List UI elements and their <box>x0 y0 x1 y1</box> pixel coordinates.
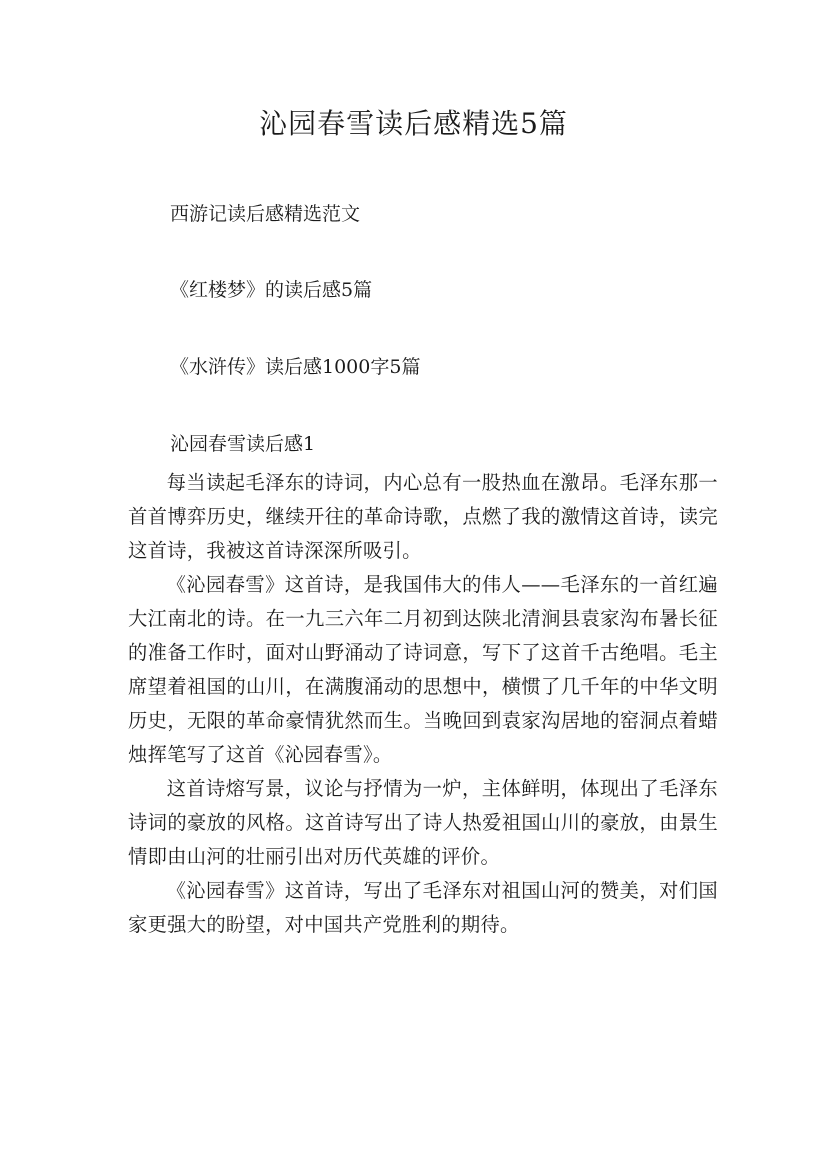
related-article-link[interactable]: 《红楼梦》的读后感5篇 <box>170 279 373 301</box>
page-title: 沁园春雪读后感精选5篇 <box>259 107 568 140</box>
related-article-link[interactable]: 西游记读后感精选范文 <box>170 203 361 225</box>
paragraph: 《沁园春雪》这首诗，写出了毛泽东对祖国山河的赞美，对们国家更强大的盼望，对中国共产党胜利的期待。 <box>128 879 718 936</box>
related-article-link[interactable]: 《水浒传》读后感1000字5篇 <box>170 356 421 378</box>
section-heading: 沁园春雪读后感1 <box>170 433 316 455</box>
paragraph: 《沁园春雪》这首诗，是我国伟大的伟人——毛泽东的一首红遍大江南北的诗。在一九三六年二月初到达陕北清涧县袁家沟布暑长征的准备工作时，面对山野涌动了诗词意，写下了这首千古绝唱。毛主席望着祖国的山川，在满腹涌动的思想中，横惯了几千年的中华文明历史，无限的革命豪情犹然而生。当晚回到袁家沟居地的窑洞点着蜡烛挥笔写了这首《沁园春雪》。 <box>128 573 718 766</box>
paragraph: 这首诗熔写景，议论与抒情为一炉，主体鲜明，体现出了毛泽东诗词的豪放的风格。这首诗写出了诗人热爱祖国山川的豪放，由景生情即由山河的壮丽引出对历代英雄的评价。 <box>128 777 718 868</box>
paragraph: 每当读起毛泽东的诗词，内心总有一股热血在激昂。毛泽东那一首首博弈历史，继续开往的革命诗歌，点燃了我的激情这首诗，读完这首诗，我被这首诗深深所吸引。 <box>128 471 718 562</box>
article-body <box>128 466 718 942</box>
